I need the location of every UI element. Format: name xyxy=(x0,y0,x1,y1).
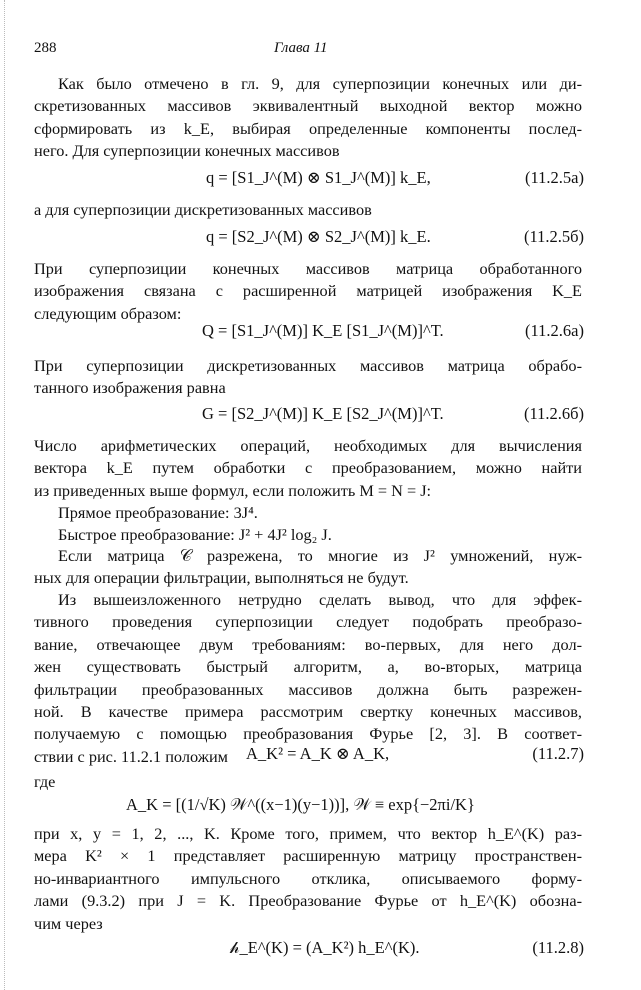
text-line: Число арифметических операций, необходимых для вычисления xyxy=(34,436,582,455)
equation-11-2-6a xyxy=(34,321,584,347)
text-line: скретизованных массивов эквивалентный выходной вектор можно xyxy=(34,96,582,116)
where-word xyxy=(34,771,582,793)
text-line: получаемую с помощью преобразования Фурье [2, 3]. В соответ- xyxy=(34,724,582,744)
text-line: танного изображения равна xyxy=(34,378,226,398)
text-line: ствии с рис. 11.2.1 положим xyxy=(34,746,228,766)
text-line: Если матрица 𝒞 разрежена, то многие из J² умножений, нуж- xyxy=(58,546,582,565)
text-line: При суперпозиции дискретизованных массивов матрица обрабо- xyxy=(34,356,582,375)
text-line: из приведенных выше формул, если положить M = N = J: xyxy=(34,480,432,500)
equation-11-2-6b xyxy=(34,404,584,430)
equation-number: (11.2.6б) xyxy=(523,404,584,423)
text-line: фильтрации преобразованных массивов должна быть разрежен- xyxy=(34,679,582,699)
fast-transform-count: Быстрое преобразование: J² + 4J² log₂ J. xyxy=(58,525,332,545)
page-number: 288 xyxy=(34,40,57,56)
equation-number: (11.2.7) xyxy=(532,744,584,763)
text-line: вание, отвечающее двум требованиям: во-первых, для него дол- xyxy=(34,634,582,654)
equation-formula: G = [S2_J^(M)] K_E [S2_J^(M)]^T. xyxy=(202,404,444,423)
text-line: Из вышеизложенного нетрудно сделать вывод, что для эффек- xyxy=(58,590,582,609)
paragraph-2 xyxy=(34,199,582,221)
equation-fourier-matrix xyxy=(34,795,584,821)
text-line: следующим образом: xyxy=(34,303,182,323)
text-line: Как было отмечено в гл. 9, для суперпозиции конечных или ди- xyxy=(58,74,582,93)
paragraph-8 xyxy=(34,823,582,935)
text-line: мера K² × 1 представляет расширенную матрицу пространствен- xyxy=(34,846,582,866)
paragraph-5 xyxy=(34,435,582,502)
text-line: изображения связана с расширенной матрицей изображения K_E xyxy=(34,281,582,301)
text-line: но-инвариантного импульсного отклика, описываемого форму- xyxy=(34,868,582,888)
text-line: при x, y = 1, 2, ..., K. Кроме того, примем, что вектор h_E^(K) раз- xyxy=(34,824,582,843)
equation-11-2-8 xyxy=(34,938,584,964)
scan-edge xyxy=(4,0,5,990)
equation-number: (11.2.5б) xyxy=(523,227,584,246)
paragraph-6 xyxy=(34,545,582,590)
equation-formula: A_K = [(1/√K) 𝒲^((x−1)(y−1))], 𝒲 ≡ exp{−2πi/K} xyxy=(126,795,475,814)
equation-formula: q = [S1_J^(M) ⊗ S1_J^(M)] k_E, xyxy=(206,168,431,187)
equation-formula: A_K² = A_K ⊗ A_K, xyxy=(246,744,390,763)
equation-11-2-5b xyxy=(34,227,584,253)
text-line: сформировать из k_E, выбирая определенные компоненты послед- xyxy=(34,118,582,138)
text-line: лами (9.3.2) при J = K. Преобразование Фурье от h_E^(K) обозна- xyxy=(34,891,582,911)
paragraph-1 xyxy=(34,73,582,163)
equation-formula: Q = [S1_J^(M)] K_E [S1_J^(M)]^T. xyxy=(202,321,444,340)
text-line: ной. В качестве примера рассмотрим свертку конечных массивов, xyxy=(34,702,582,722)
text-line: вектора k_E путем обработки с преобразованием, можно найти xyxy=(34,458,582,478)
operation-counts xyxy=(34,502,582,547)
text-line: жен существовать быстрый алгоритм, а, во-вторых, матрица xyxy=(34,657,582,677)
text-line: него. Для суперпозиции конечных массивов xyxy=(34,141,340,161)
paragraph-3 xyxy=(34,258,582,325)
equation-number: (11.2.6a) xyxy=(525,321,584,340)
text-line: а для суперпозиции дискретизованных массивов xyxy=(34,200,372,219)
paragraph-4 xyxy=(34,355,582,400)
equation-number: (11.2.8) xyxy=(532,938,584,957)
direct-transform-count: Прямое преобразование: 3J⁴. xyxy=(58,503,258,522)
chapter-title: Глава 11 xyxy=(274,40,328,56)
text-line: где xyxy=(34,772,56,791)
paragraph-7 xyxy=(34,589,582,768)
running-header xyxy=(34,40,594,62)
text-line: тивного проведения суперпозиции следует подобрать преобразо- xyxy=(34,612,582,632)
text-line: При суперпозиции конечных массивов матрица обработанного xyxy=(34,259,582,278)
equation-11-2-7 xyxy=(34,744,584,770)
equation-11-2-5a xyxy=(34,168,584,194)
equation-formula: 𝒽_E^(K) = (A_K²) h_E^(K). xyxy=(230,938,420,957)
equation-formula: q = [S2_J^(M) ⊗ S2_J^(M)] k_E. xyxy=(206,227,431,246)
equation-number: (11.2.5a) xyxy=(525,168,584,187)
text-line: ных для операции фильтрации, выполняться не будут. xyxy=(34,568,409,588)
text-line: чим через xyxy=(34,913,103,933)
